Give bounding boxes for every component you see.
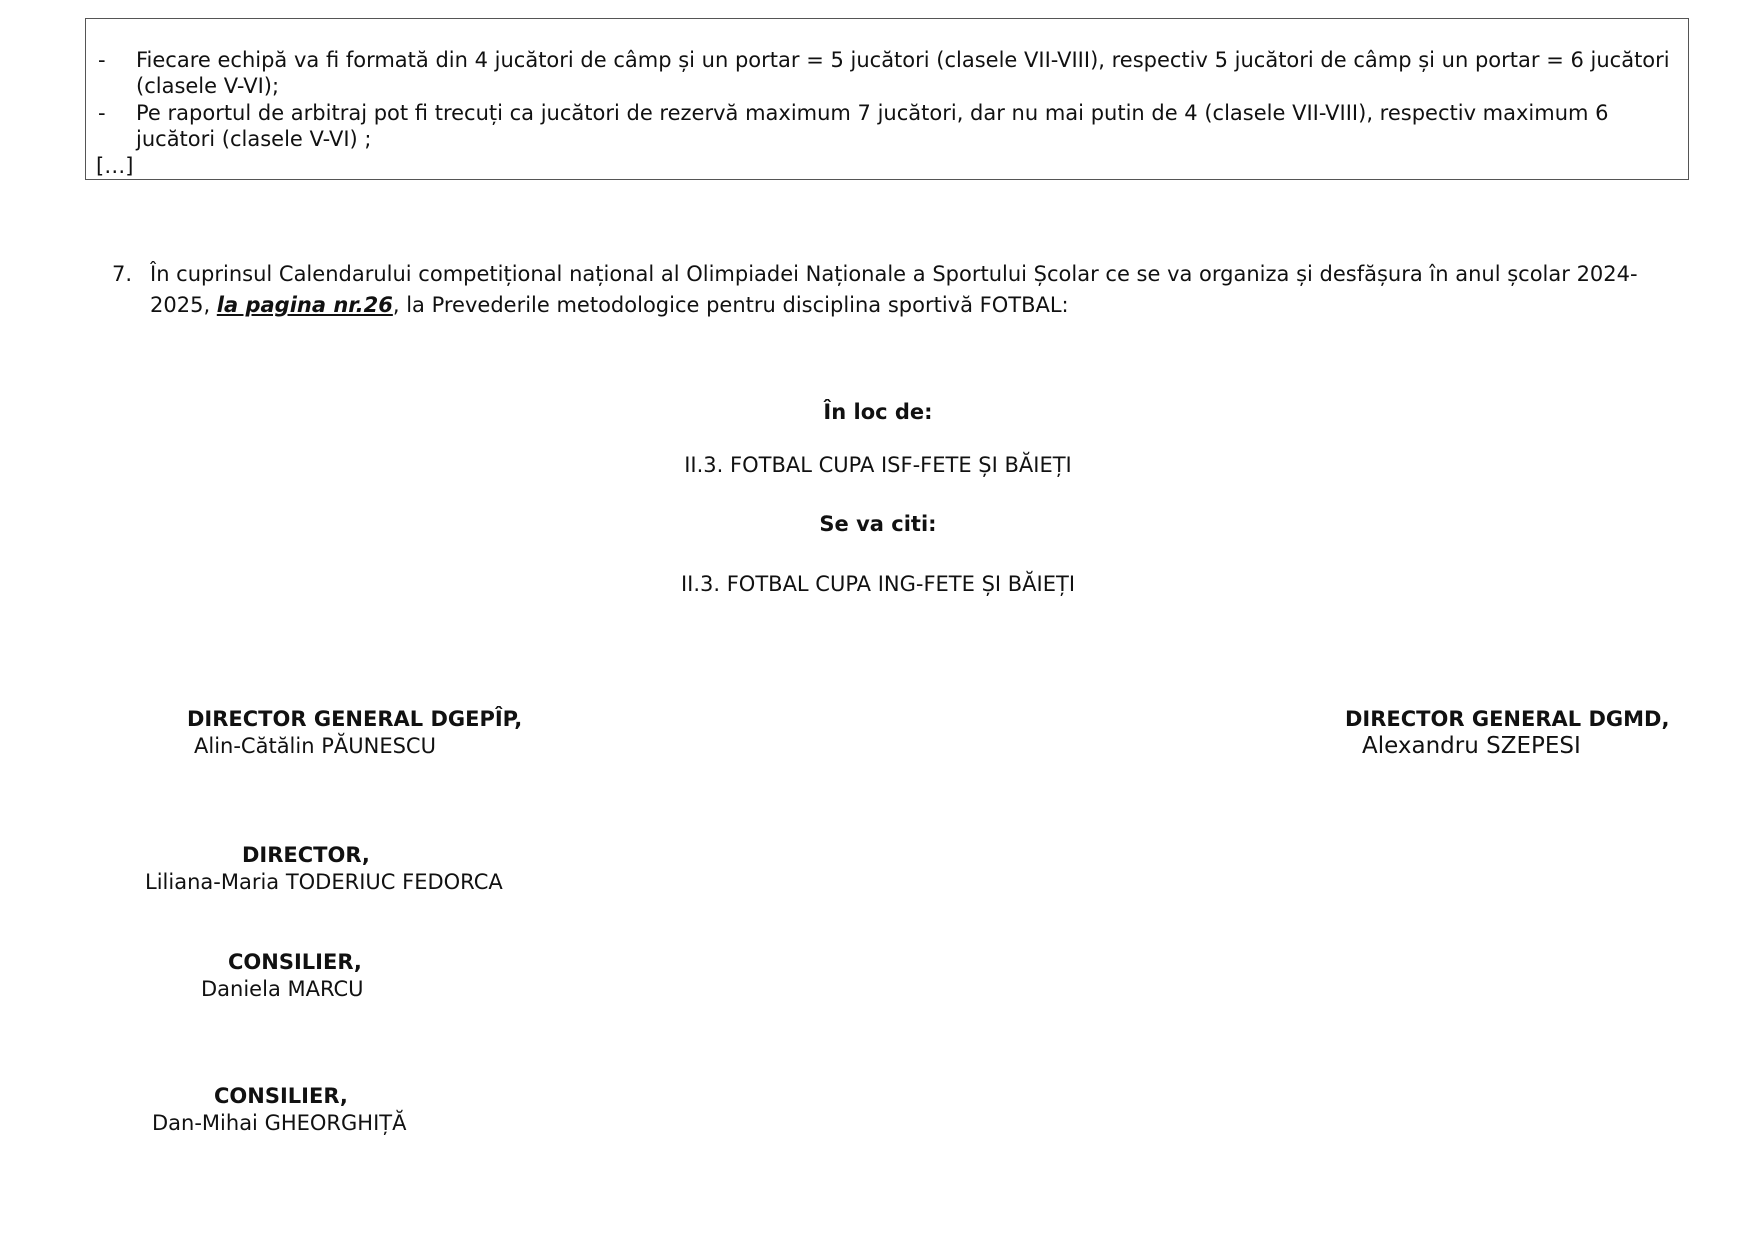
item-number: 7.: [112, 262, 133, 286]
signature-title-dgepip: DIRECTOR GENERAL DGEPÎP,: [187, 707, 523, 731]
bullet-dash: -: [98, 48, 106, 72]
in-loc-de-label: În loc de:: [823, 400, 933, 424]
ellipsis-marker: […]: [96, 154, 134, 178]
item-7-text-before: În cuprinsul Calendarului competițional național al Olimpiadei Naționale a Sportului Școlar ce se va organiza și desfășura în anul școlar 2024-2025,: [150, 262, 1638, 317]
signature-title-dgmd: DIRECTOR GENERAL DGMD,: [1345, 707, 1670, 731]
new-title: II.3. FOTBAL CUPA ING-FETE ȘI BĂIEȚI: [680, 572, 1076, 596]
rule-item-reserve-players: Pe raportul de arbitraj pot fi trecuți ca jucători de rezervă maximum 7 jucători, dar nu mai putin de 4 (clasele VII-VIII), respectiv maximum 6 jucători (clasele V-VI) ;: [136, 101, 1609, 151]
rule-item-team-size: Fiecare echipă va fi formată din 4 jucători de câmp și un portar = 5 jucători (clasele VII-VIII), respectiv 5 jucători de câmp și un portar = 6 jucători (clasele V-VI);: [136, 48, 1670, 98]
signature-title-consilier-1: CONSILIER,: [228, 950, 362, 974]
signature-name-dgmd: Alexandru SZEPESI: [1362, 733, 1581, 759]
signature-name-dgepip: Alin-Cătălin PĂUNESCU: [194, 734, 436, 758]
bullet-dash: -: [98, 101, 106, 125]
quoted-rules-box: [85, 18, 1689, 180]
se-va-citi-label: Se va citi:: [819, 512, 937, 536]
item-7-paragraph: [150, 259, 1690, 321]
signature-name-consilier-1: Daniela MARCU: [201, 977, 364, 1001]
item-7-text-after: , la Prevederile metodologice pentru disciplina sportivă FOTBAL:: [392, 293, 1069, 317]
signature-name-director: Liliana-Maria TODERIUC FEDORCA: [145, 870, 503, 894]
page-reference: la pagina nr.26: [216, 293, 393, 317]
signature-name-consilier-2: Dan-Mihai GHEORGHIȚĂ: [152, 1111, 407, 1135]
old-title: II.3. FOTBAL CUPA ISF-FETE ȘI BĂIEȚI: [684, 453, 1072, 477]
signature-title-director: DIRECTOR,: [242, 843, 370, 867]
signature-title-consilier-2: CONSILIER,: [214, 1084, 348, 1108]
